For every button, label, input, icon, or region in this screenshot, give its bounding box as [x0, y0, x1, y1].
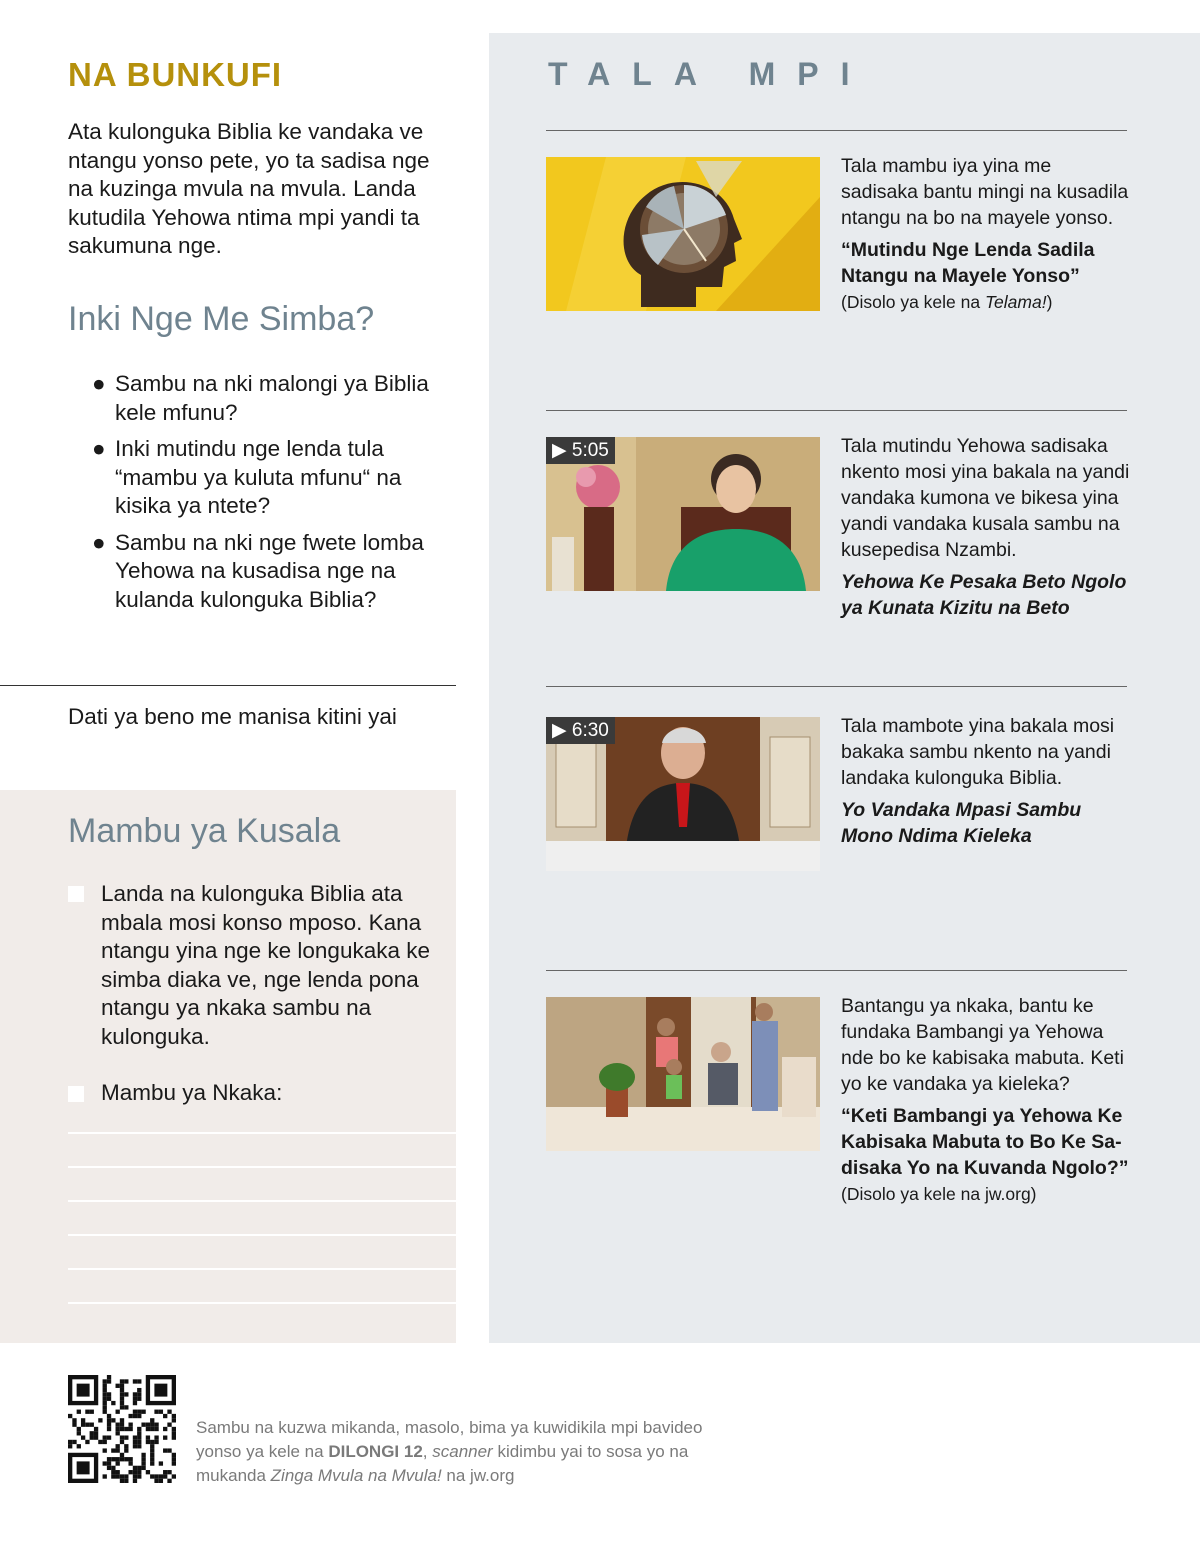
activities-title: Mambu ya Kusala [68, 812, 341, 850]
question-item [90, 529, 450, 615]
card-title[interactable]: “Mutindu Nge Lenda Sadila Ntangu na Mayele Yonso” [841, 239, 1095, 287]
activity-item-text: Landa na kulonguka Biblia ata mbala mosi konso mposo. Kana ntangu yina nge ke longukaka ke simba diaka ve, nge lenda pona ntangu ya nkaka sambu na kulonguka. [101, 881, 430, 1049]
divider [546, 686, 1127, 687]
video-card-2 [841, 713, 1131, 849]
divider [546, 410, 1127, 411]
video-card-1 [841, 433, 1131, 621]
card-description: Tala mutindu Yehowa sadisaka nkento mosi yina bakala na yandi vandaka kumona ve bikesa yina yandi vandaka kusala sambu na kusepedisa Nzambi. [841, 435, 1130, 561]
card-title[interactable]: “Keti Bambangi ya Yehowa Ke Kabisaka Mabuta to Bo Ke Sadisaka Yo na Kuvanda Ngolo?” [841, 1105, 1129, 1179]
questions-title: Inki Nge Me Simba? [68, 300, 375, 338]
question-text: Sambu na nki malongi ya Biblia kele mfunu? [115, 371, 429, 425]
divider [546, 130, 1127, 131]
activities-panel [0, 790, 456, 1343]
questions-list [90, 370, 450, 622]
card-title[interactable]: Yo Vandaka Mpasi Sambu Mono Ndima Kieleka [841, 799, 1082, 847]
question-text: Sambu na nki nge fwete lomba Yehowa na kusadisa nge na kulanda kulonguka Biblia? [115, 529, 424, 612]
family-photo [546, 997, 820, 1151]
activity-checkbox[interactable] [68, 1086, 84, 1102]
footer-note: Sambu na kuzwa mikanda, masolo, bima ya kuwidikila mpi bavideo yonso ya kele na DILONGI 12, scanner kidimbu yai to sosa yo na mukanda Zinga Mvula na Mvula! na jw.org [196, 1418, 703, 1485]
activity-checkbox[interactable] [68, 886, 84, 902]
article-thumbnail[interactable] [546, 157, 820, 311]
card-description: Tala mambu iya yina me sadisaka bantu mingi na kusadila ntangu na bo na mayele yonso. [841, 155, 1129, 229]
article-thumbnail[interactable] [546, 997, 820, 1151]
writing-line[interactable] [68, 1166, 456, 1168]
video-duration-badge: ▶ 5:05 [546, 437, 615, 464]
writing-line[interactable] [68, 1302, 456, 1304]
qr-code[interactable] [68, 1375, 176, 1483]
divider [546, 970, 1127, 971]
head-clock-illustration [546, 157, 820, 311]
article-card-1 [841, 153, 1131, 315]
writing-line[interactable] [68, 1200, 456, 1202]
card-description: Tala mambote yina bakala mosi bakaka sambu nkento na yandi landaka kulonguka Biblia. [841, 715, 1115, 789]
explore-title: TALA MPI [548, 56, 872, 92]
video-thumbnail[interactable] [546, 717, 820, 871]
question-text: Inki mutindu nge lenda tula “mambu ya kuluta mfunu“ na kisika ya ntete? [115, 436, 402, 518]
writing-line[interactable] [68, 1268, 456, 1270]
card-description: Bantangu ya nkaka, bantu ke fundaka Bambangi ya Yehowa nde bo ke kabisaka mabuta. Keti yo ke vandaka ya kieleka? [841, 995, 1124, 1095]
writing-line[interactable] [68, 1234, 456, 1236]
question-item [90, 370, 450, 427]
card-source: (Disolo ya kele na jw.org) [841, 1184, 1037, 1204]
summary-title: NA BUNKUFI [68, 56, 283, 93]
video-duration-badge: ▶ 6:30 [546, 717, 615, 744]
video-thumbnail[interactable] [546, 437, 820, 591]
writing-line[interactable] [68, 1132, 456, 1134]
question-item [90, 435, 450, 521]
bullet-icon: ● [92, 436, 106, 461]
card-source: (Disolo ya kele na Telama!) [841, 292, 1053, 312]
completion-date-label: Dati ya beno me manisa kitini yai [68, 704, 397, 729]
activity-other-label: Mambu ya Nkaka: [101, 1080, 283, 1105]
bullet-icon: ● [92, 371, 106, 396]
bullet-icon: ● [92, 529, 106, 555]
divider [0, 685, 456, 686]
summary-text: Ata kulonguka Biblia ke vandaka ve ntangu yonso pete, yo ta sadisa nge na kuzinga mvula na mvula. Landa kutudila Yehowa ntima mpi yandi ta sakumuna nge. [68, 119, 430, 258]
article-card-2 [841, 993, 1131, 1207]
card-title[interactable]: Yehowa Ke Pesaka Beto Ngolo ya Kunata Kizitu na Beto [841, 571, 1127, 619]
